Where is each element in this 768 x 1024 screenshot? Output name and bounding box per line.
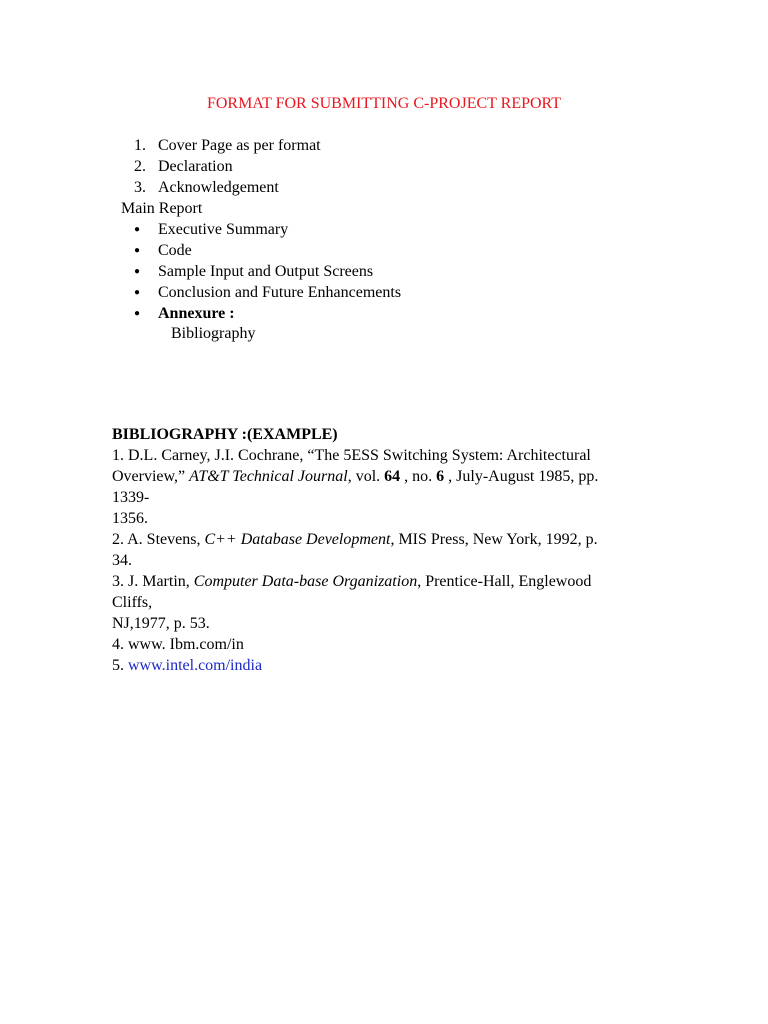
bullet-icon: ● <box>134 266 141 277</box>
list-item <box>134 219 401 240</box>
main-report-label: Main Report <box>121 200 203 217</box>
reference-line <box>112 529 657 550</box>
bullet-list <box>134 219 401 324</box>
volume-number: 64 <box>384 468 401 485</box>
list-item <box>134 135 321 156</box>
list-item-text: Sample Input and Output Screens <box>158 263 374 280</box>
list-item-text: Code <box>158 242 192 259</box>
list-number: 1. <box>134 137 146 154</box>
journal-title: AT&T Technical Journal <box>189 468 348 485</box>
bullet-icon: ● <box>134 308 141 319</box>
reference-line <box>112 655 657 676</box>
list-item <box>134 177 321 198</box>
bullet-icon: ● <box>134 287 141 298</box>
reference-text: , no. <box>400 468 437 485</box>
reference-text: Overview,” <box>112 468 190 485</box>
reference-text: , Prentice-Hall, Englewood <box>417 573 592 590</box>
list-item <box>134 240 401 261</box>
reference-line <box>112 466 657 487</box>
list-item <box>134 282 401 303</box>
reference-text: , vol. <box>347 468 385 485</box>
reference-line: 34. <box>112 552 132 569</box>
bullet-icon: ● <box>134 224 141 235</box>
reference-line <box>112 571 657 592</box>
bullet-icon: ● <box>134 245 141 256</box>
page-title: FORMAT FOR SUBMITTING C-PROJECT REPORT <box>206 95 562 112</box>
list-item-text: Declaration <box>158 158 233 175</box>
list-number: 3. <box>134 179 146 196</box>
issue-number: 6 <box>436 468 445 485</box>
reference-line: 1. D.L. Carney, J.I. Cochrane, “The 5ESS Switching System: Architectural <box>112 447 591 464</box>
reference-line: 1339- <box>112 489 150 506</box>
list-item-text: Executive Summary <box>158 221 289 238</box>
intel-link[interactable]: www.intel.com/india <box>128 657 263 674</box>
reference-text: 5. <box>112 657 128 674</box>
annexure-sub-item: Bibliography <box>171 325 256 342</box>
list-item-text: Cover Page as per format <box>158 137 321 154</box>
book-title: C++ Database Development <box>204 531 391 548</box>
bibliography-heading: BIBLIOGRAPHY :(EXAMPLE) <box>112 426 338 443</box>
reference-text: , July-August 1985, pp. <box>444 468 599 485</box>
reference-text: 3. J. Martin, <box>112 573 194 590</box>
list-item <box>134 156 321 177</box>
book-title: Computer Data-base Organization <box>193 573 418 590</box>
list-item-text: Conclusion and Future Enhancements <box>158 284 402 301</box>
list-item-text: Annexure : <box>158 305 235 322</box>
list-item-text: Acknowledgement <box>158 179 279 196</box>
bibliography-section <box>112 424 657 676</box>
reference-text: , MIS Press, New York, 1992, p. <box>390 531 598 548</box>
list-number: 2. <box>134 158 146 175</box>
reference-line: NJ,1977, p. 53. <box>112 615 210 632</box>
reference-line: 1356. <box>112 510 148 527</box>
reference-line: 4. www. Ibm.com/in <box>112 636 244 653</box>
reference-text: 2. A. Stevens, <box>112 531 205 548</box>
list-item <box>134 261 401 282</box>
reference-line: Cliffs, <box>112 594 153 611</box>
list-item <box>134 303 401 324</box>
numbered-list <box>134 135 321 198</box>
